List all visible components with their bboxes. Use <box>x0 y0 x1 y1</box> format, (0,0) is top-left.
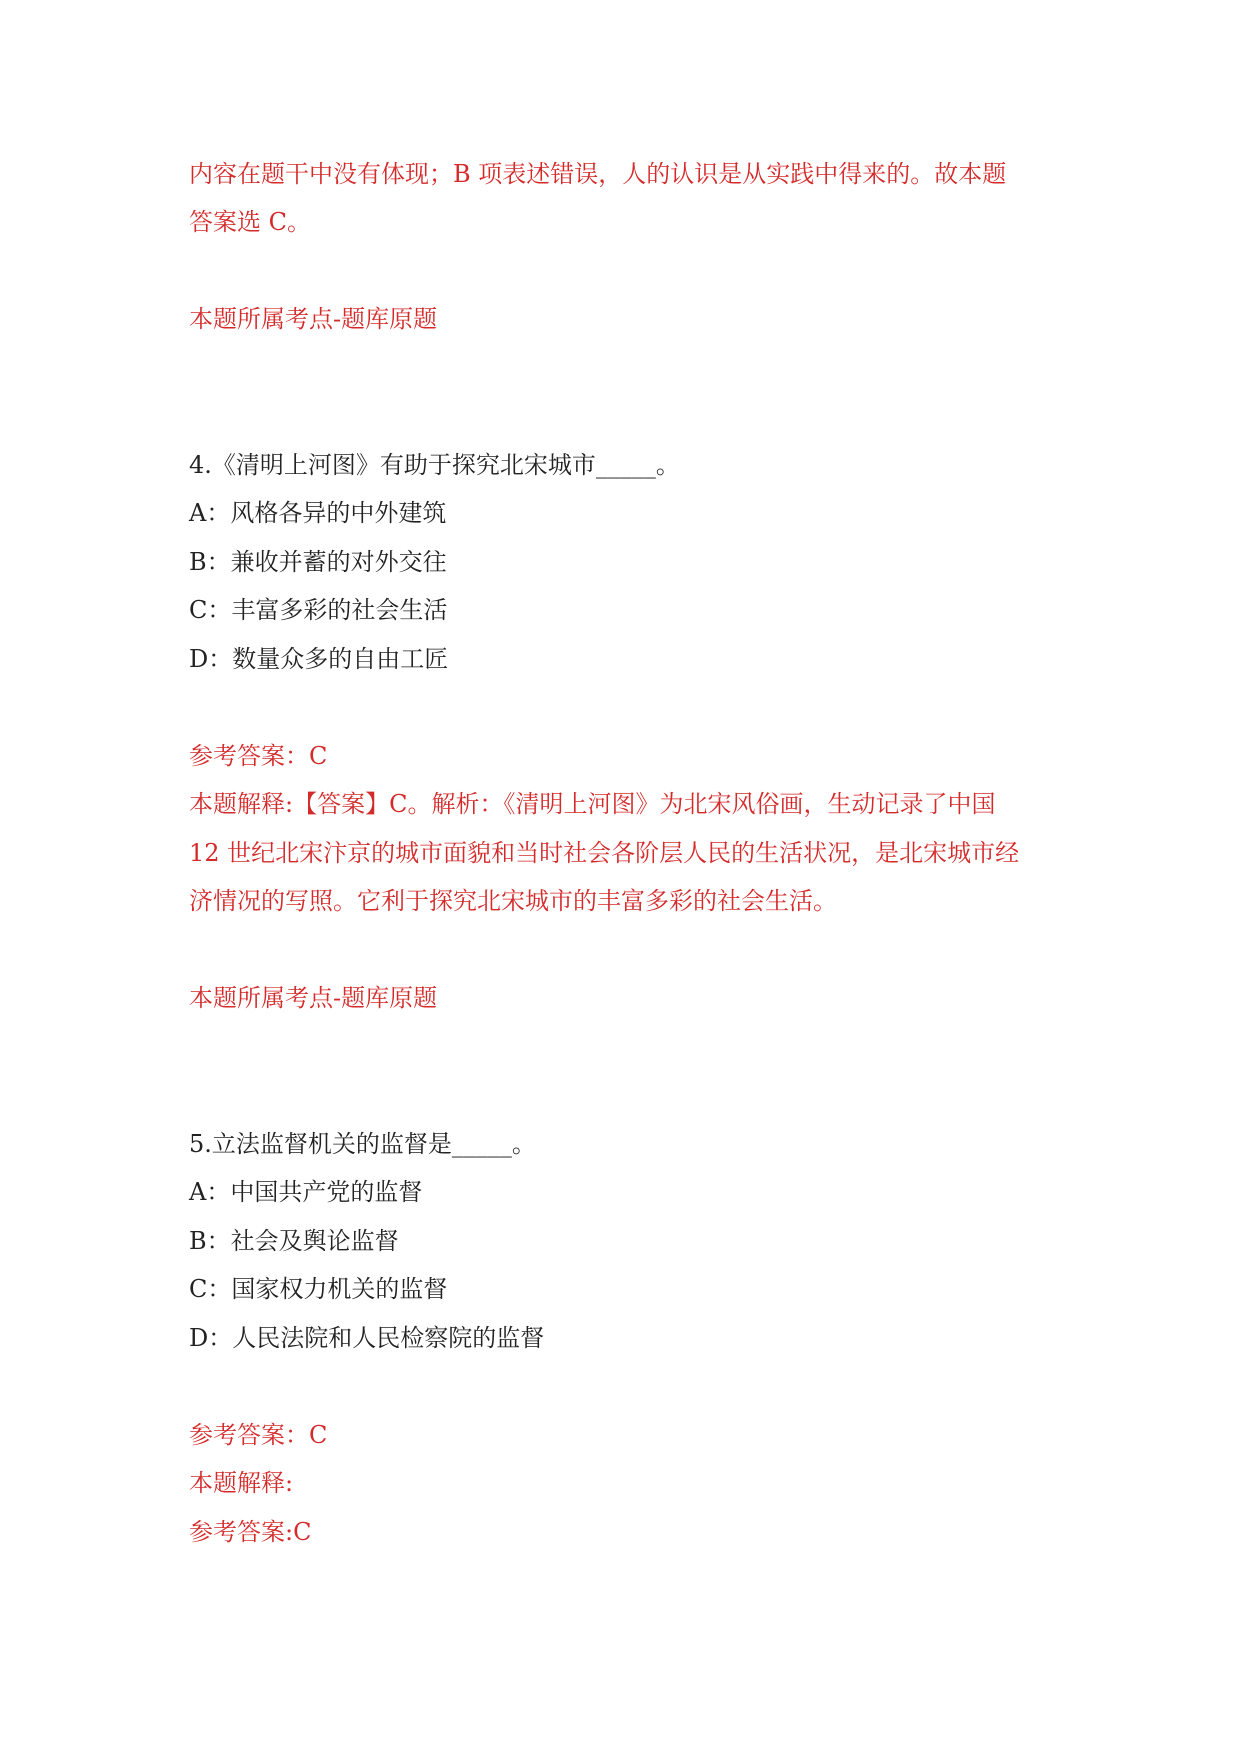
q5-answer-repeat: 参考答案:C <box>189 1518 312 1546</box>
q5-stem: 5.立法监督机关的监督是_____。 <box>189 1130 536 1158</box>
prev-explanation-line-2: 答案选 C。 <box>189 208 311 236</box>
q5-option-b: B：社会及舆论监督 <box>189 1227 399 1255</box>
prev-explanation-line-1: 内容在题干中没有体现；B 项表述错误，人的认识是从实践中得来的。故本题 <box>189 160 1007 188</box>
q4-explanation-line-2: 12 世纪北宋汴京的城市面貌和当时社会各阶层人民的生活状况，是北宋城市经 <box>189 839 1020 867</box>
q4-option-c: C：丰富多彩的社会生活 <box>189 596 448 624</box>
q4-explanation-line-3: 济情况的写照。它利于探究北宋城市的丰富多彩的社会生活。 <box>189 887 837 915</box>
q4-option-d: D：数量众多的自由工匠 <box>189 645 449 673</box>
q4-explanation-line-1: 本题解释:【答案】C。解析：《清明上河图》为北宋风俗画，生动记录了中国 <box>189 790 996 818</box>
q5-option-a: A：中国共产党的监督 <box>189 1178 423 1206</box>
q4-answer: 参考答案：C <box>189 742 328 770</box>
prev-knowledge-point: 本题所属考点-题库原题 <box>189 305 438 333</box>
q5-option-c: C：国家权力机关的监督 <box>189 1275 448 1303</box>
q5-explanation: 本题解释: <box>189 1469 294 1497</box>
q4-option-b: B：兼收并蓄的对外交往 <box>189 548 447 576</box>
q4-knowledge-point: 本题所属考点-题库原题 <box>189 984 438 1012</box>
q4-stem: 4.《清明上河图》有助于探究北宋城市_____。 <box>189 451 680 479</box>
q4-option-a: A：风格各异的中外建筑 <box>189 499 447 527</box>
q5-answer: 参考答案：C <box>189 1421 328 1449</box>
q5-option-d: D：人民法院和人民检察院的监督 <box>189 1324 545 1352</box>
